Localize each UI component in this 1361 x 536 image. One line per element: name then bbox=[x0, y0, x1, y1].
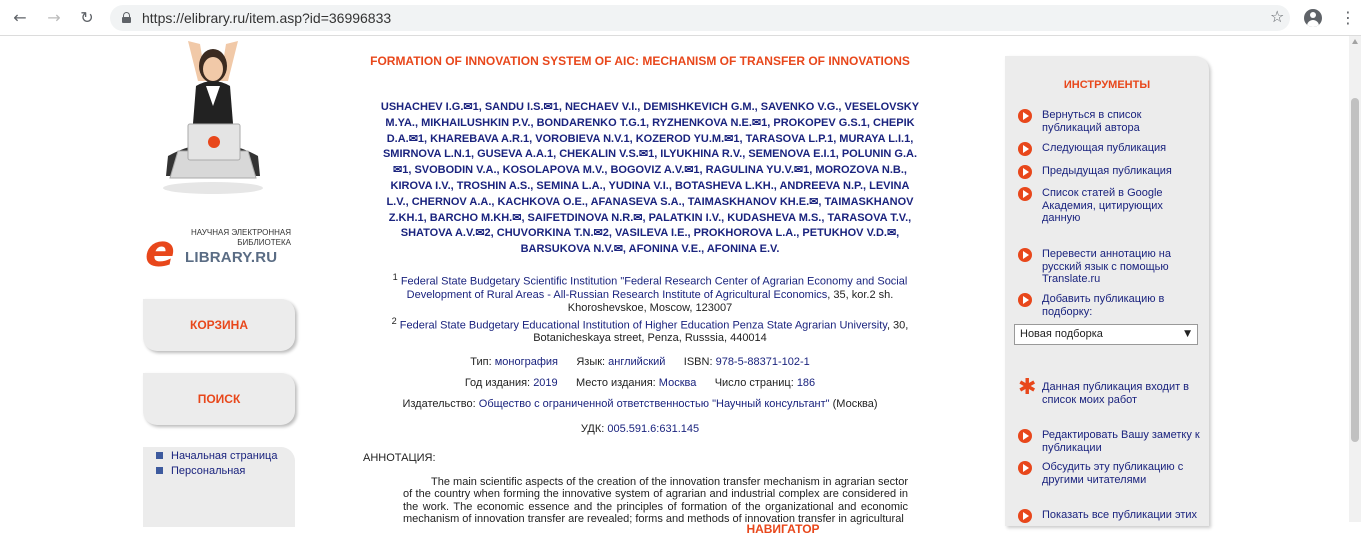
meta-row-udk bbox=[360, 423, 920, 435]
nav-item-home[interactable]: Начальная страница bbox=[156, 450, 295, 462]
logo-tagline: НАУЧНАЯ ЭЛЕКТРОННАЯ БИБЛИОТЕКА bbox=[191, 228, 291, 247]
affiliation-address: , 35, kor.2 sh. Khoroshevskoe, Moscow, 123007 bbox=[567, 288, 894, 314]
url-text[interactable]: https://elibrary.ru/item.asp?id=36996833 bbox=[142, 10, 392, 26]
browser-toolbar bbox=[0, 0, 1361, 36]
pages-label: Число страниц: bbox=[714, 377, 794, 389]
arrow-bullet-icon bbox=[1018, 187, 1032, 201]
lang-value[interactable]: английский bbox=[608, 356, 666, 368]
year-value[interactable]: 2019 bbox=[533, 377, 558, 389]
year-label: Год издания: bbox=[464, 377, 531, 389]
meta-row-2 bbox=[360, 377, 920, 389]
place-label: Место издания: bbox=[576, 377, 656, 389]
affiliation-2 bbox=[390, 315, 910, 346]
tools-title: ИНСТРУМЕНТЫ bbox=[1063, 79, 1151, 91]
article-title: FORMATION OF INNOVATION SYSTEM OF AIC: MECHANISM OF TRANSFER OF INNOVATIONS bbox=[370, 54, 910, 68]
publisher-link[interactable]: Общество с ограниченной ответственностью "Научный консультант" bbox=[478, 398, 830, 410]
lang-label: Язык: bbox=[576, 356, 606, 368]
lock-icon bbox=[122, 12, 131, 23]
arrow-bullet-icon bbox=[1018, 142, 1032, 156]
affiliation-link[interactable]: Federal State Budgetary Scientific Institution "Federal Research Center of Agrarian Economy and Social Development of Rural Areas - All-Russian Research Institute of Agricultural Economics bbox=[400, 275, 908, 301]
type-label: Тип: bbox=[470, 356, 492, 368]
arrow-bullet-icon bbox=[1018, 165, 1032, 179]
place-value[interactable]: Москва bbox=[658, 377, 697, 389]
pages-value: 186 bbox=[796, 377, 816, 389]
meta-row-1 bbox=[360, 356, 920, 368]
publisher-label: Издательство: bbox=[402, 398, 476, 410]
forward-icon[interactable]: → bbox=[47, 8, 61, 27]
bookmark-star-icon[interactable]: ☆ bbox=[1270, 7, 1285, 26]
reload-icon[interactable]: ↻ bbox=[80, 8, 94, 27]
annotation-text: The main scientific aspects of the creation of the innovation transfer mechanism in agrarian sector of the country when forming the innovative system of agrarian and industrial complex are considered in the work. The economic essence and the principles of formation of the organizational and economic mechanism of innovation transfer are revealed; forms and methods of innovation transfer in agricultural bbox=[403, 476, 908, 525]
bullet-icon bbox=[156, 467, 163, 474]
arrow-bullet-icon bbox=[1018, 509, 1032, 523]
bullet-icon bbox=[156, 452, 163, 459]
meta-row-publisher bbox=[360, 398, 920, 410]
scroll-up-icon[interactable] bbox=[1352, 39, 1358, 44]
arrow-bullet-icon bbox=[1018, 293, 1032, 307]
arrow-bullet-icon bbox=[1018, 248, 1032, 262]
asterisk-icon: ✱ bbox=[1018, 375, 1037, 400]
isbn-value: 978-5-88371-102-1 bbox=[715, 356, 810, 368]
publisher-city: (Москва) bbox=[832, 398, 878, 410]
back-icon[interactable]: ← bbox=[13, 8, 27, 27]
scrollbar-thumb[interactable] bbox=[1351, 98, 1359, 442]
type-value[interactable]: монография bbox=[494, 356, 558, 368]
affiliation-number: 1 bbox=[392, 272, 398, 282]
udk-value: 005.591.6:631.145 bbox=[607, 423, 700, 435]
dropdown-arrow-icon: ▼ bbox=[1184, 329, 1191, 339]
affiliation-1 bbox=[390, 271, 910, 315]
navigator-title: НАВИГАТОР bbox=[746, 522, 820, 536]
udk-label: УДК: bbox=[580, 423, 605, 435]
address-bar[interactable] bbox=[110, 5, 1290, 31]
affiliations bbox=[390, 271, 910, 345]
account-icon[interactable] bbox=[1304, 9, 1322, 27]
search-button[interactable]: ПОИСК bbox=[143, 373, 295, 425]
cart-button[interactable]: КОРЗИНА bbox=[143, 299, 295, 351]
arrow-bullet-icon bbox=[1018, 429, 1032, 443]
arrow-bullet-icon bbox=[1018, 109, 1032, 123]
collection-select[interactable]: Новая подборка ▼ bbox=[1014, 324, 1198, 345]
author-list[interactable]: USHACHEV I.G.✉1, SANDU I.S.✉1, NECHAEV V.I., DEMISHKEVICH G.M., SAVENKO V.G., VESELOVSKY M.YA., MIKHAILUSHKIN P.V., BONDARENKO T.G.1, RYZHENKOVA N.E.✉1, PROKOPEV G.S.1, CHEPIK D.A.✉1, KHAREBAVA A.R.1, VOROBIEVA N.V.1, KOZEROD YU.M.✉1, TARASOVA L.P.1, MURAYA L.I.1, SMIRNOVA L.N.1, GUSEVA A.A.1, CHEKALIN V.S.✉1, ILYUKHINA R.V., SEMENOVA E.I.1, POLUNIN G.A.✉1, SVOBODIN V.A., KOSOLAPOVA M.V., BOGOVIZ A.V.✉1, RAGULINA YU.V.✉1, MOROZOVA N.B., KIROVA I.V., TROSHIN A.S., SEMINA L.A., YUDINA V.I., BOTASHEVA L.KH., ANDREEVA N.P., LEVINA L.V., CHERNOV A.A., KACHKOVA O.E., AFANASEVA S.A., TAIMASKHANOV KH.E.✉, TAIMASKHANOV Z.KH.1, BARCHO M.KH.✉, SAIFETDINOVA N.R.✉, PALATKIN I.V., KUDASHEVA M.S., TARASOVA T.V., SHATOVA A.V.✉2, CHUVORKINA T.N.✉2, VASILEVA I.E., PROKHOROVA L.A., PETUKHOV V.D.✉, BARSUKOVA N.V.✉, AFONINA V.E., AFONINA E.V. bbox=[380, 101, 920, 256]
isbn-label: ISBN: bbox=[683, 356, 713, 368]
affiliation-address: , 30, Botanicheskaya street, Penza, Russsia, 440014 bbox=[533, 319, 909, 345]
logo-name[interactable]: LIBRARY.RU bbox=[185, 249, 278, 266]
page-scrollbar[interactable] bbox=[1349, 36, 1361, 522]
nav-item-personal[interactable]: Персональная bbox=[156, 465, 295, 477]
logo-e-letter[interactable]: e bbox=[145, 226, 175, 277]
mascot-illustration bbox=[148, 36, 278, 196]
menu-icon[interactable]: ⋮ bbox=[1340, 8, 1356, 27]
affiliation-link[interactable]: Federal State Budgetary Educational Institution of Higher Education Penza State Agrarian University bbox=[399, 319, 887, 332]
affiliation-number: 2 bbox=[391, 315, 397, 326]
annotation-heading: АННОТАЦИЯ: bbox=[363, 452, 436, 464]
arrow-bullet-icon bbox=[1018, 461, 1032, 475]
